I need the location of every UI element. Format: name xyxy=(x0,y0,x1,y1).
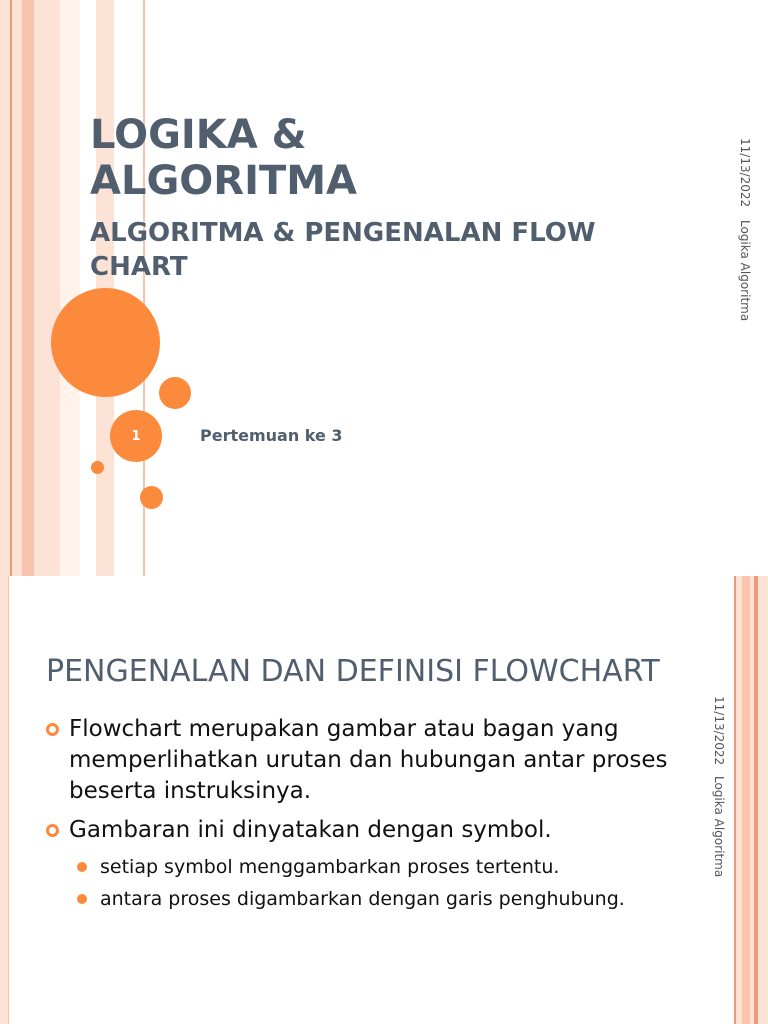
list-item xyxy=(46,714,686,807)
sub-list-item xyxy=(46,886,686,912)
decor-stripe xyxy=(12,0,22,576)
list-item-text: Gambaran ini dinyatakan dengan symbol. xyxy=(69,817,552,843)
decor-stripe xyxy=(0,0,10,576)
slide-date: 11/13/2022 xyxy=(712,696,726,766)
list-item-text: Flowchart merupakan gambar atau bagan yang memperlihatkan urutan dan hubungan antar proses beserta instruksinya. xyxy=(69,716,668,804)
list-item-text: antara proses digambarkan dengan garis penghubung. xyxy=(100,888,625,910)
decor-stripe xyxy=(742,576,750,1024)
slide-subtitle xyxy=(90,216,670,284)
dot-bullet-icon xyxy=(77,894,87,904)
slide-title-line: LOGIKA & xyxy=(90,112,307,158)
decor-stripe xyxy=(8,576,9,1024)
slide-body-text: Pertemuan ke 3 xyxy=(200,426,343,445)
list-item-text: setiap symbol menggambarkan proses tertentu. xyxy=(100,856,560,878)
slide-footer: Logika Algoritma xyxy=(738,220,752,322)
slide-subtitle-line: CHART xyxy=(90,252,188,282)
slide-title xyxy=(90,112,650,204)
slide-number-badge: 1 xyxy=(110,410,162,462)
slide-date: 11/13/2022 xyxy=(738,138,752,208)
decor-stripe xyxy=(0,576,8,1024)
slide-footer: Logika Algoritma xyxy=(712,776,726,878)
decor-circle xyxy=(91,461,104,474)
decor-circle xyxy=(140,486,163,509)
slide-title-line: ALGORITMA xyxy=(90,158,358,204)
decor-stripe xyxy=(60,0,80,576)
decor-circle xyxy=(159,377,191,409)
side-footer xyxy=(738,138,762,338)
content-slide xyxy=(0,576,768,1024)
decor-stripe xyxy=(34,0,60,576)
slide-title: PENGENALAN DAN DEFINISI FLOWCHART xyxy=(46,654,660,689)
decor-stripe xyxy=(758,576,768,1024)
ring-bullet-icon xyxy=(46,824,59,837)
bullet-list xyxy=(46,714,686,918)
decor-circle xyxy=(51,288,160,397)
list-item xyxy=(46,815,686,846)
sub-list-item xyxy=(46,854,686,880)
decor-stripe xyxy=(22,0,34,576)
slide-subtitle-line: ALGORITMA & PENGENALAN FLOW xyxy=(90,218,596,248)
dot-bullet-icon xyxy=(77,862,87,872)
ring-bullet-icon xyxy=(46,723,59,736)
